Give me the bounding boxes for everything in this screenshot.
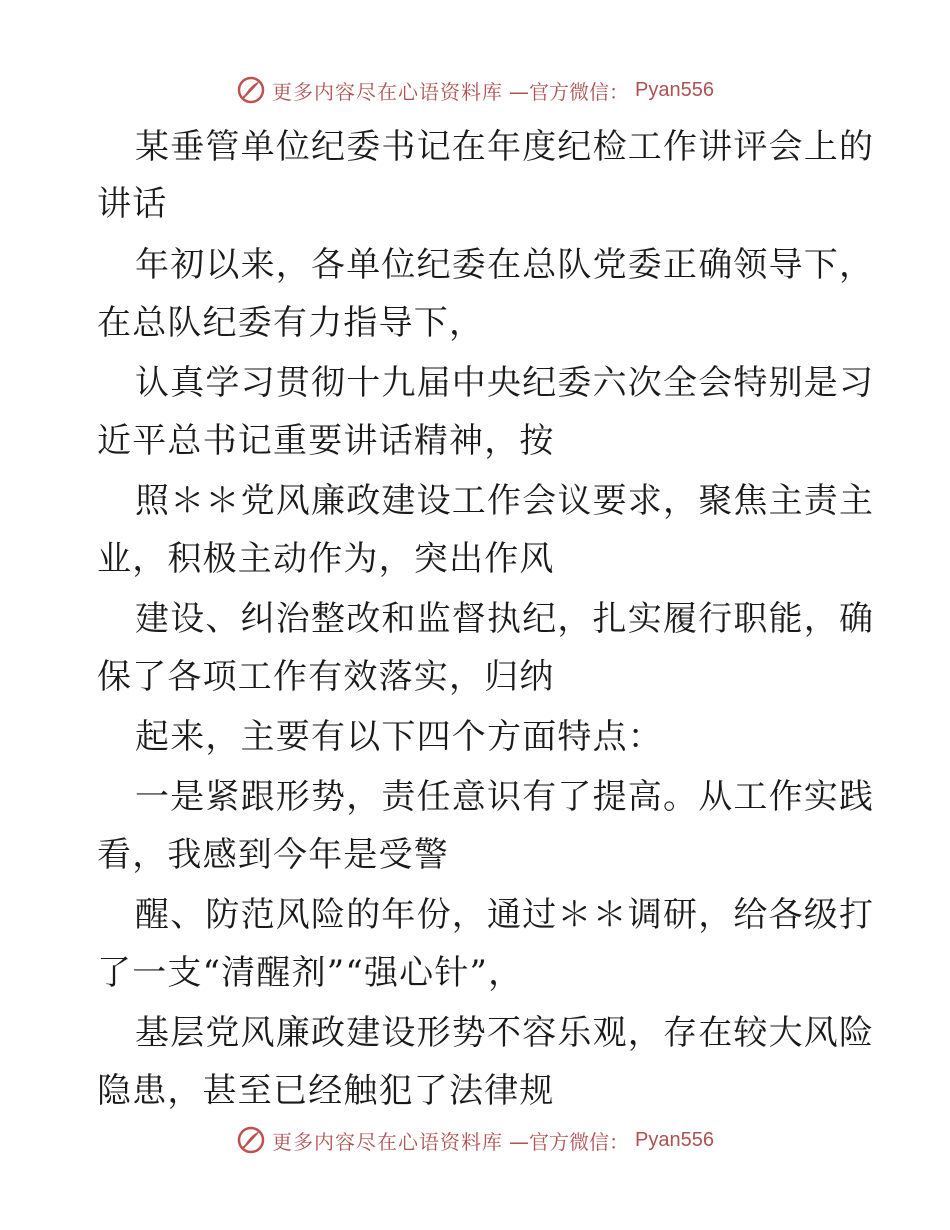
title-line-2: 讲话 xyxy=(97,184,168,224)
header-watermark xyxy=(0,70,950,110)
footer-watermark xyxy=(0,1120,950,1160)
watermark-wechat-id: Pyan556 xyxy=(635,78,714,101)
paragraph-line: 认真学习贯彻十九届中央纪委六次全会特别是习 xyxy=(135,363,875,403)
paragraph-line: 业，积极主动作为，突出作风 xyxy=(97,539,555,579)
paragraph-line: 近平总书记重要讲话精神，按 xyxy=(97,421,555,461)
paragraph-line: 基层党风廉政建设形势不容乐观，存在较大风险 xyxy=(135,1013,875,1053)
watermark-text: 更多内容尽在心语资料库 xyxy=(272,79,504,104)
paragraph-line: 年初以来，各单位纪委在总队党委正确领导下， xyxy=(135,245,875,285)
feather-logo-icon xyxy=(236,75,266,105)
paragraph-line: 在总队纪委有力指导下， xyxy=(97,303,485,343)
watermark-wechat-id: Pyan556 xyxy=(635,1128,714,1151)
watermark-separator: —官方微信： xyxy=(509,79,630,104)
paragraph-line: 一是紧跟形势，责任意识有了提高。从工作实践 xyxy=(135,777,875,817)
watermark-separator: —官方微信： xyxy=(509,1129,630,1154)
paragraph-line: 看，我感到今年是受警 xyxy=(97,835,449,875)
paragraph-line: 醒、防范风险的年份，通过＊＊调研，给各级打 xyxy=(135,895,875,935)
paragraph-line: 了一支“清醒剂”“强心针”， xyxy=(97,953,524,993)
paragraph-line: 建设、纠治整改和监督执纪，扎实履行职能，确 xyxy=(135,599,875,639)
title-line-1: 某垂管单位纪委书记在年度纪检工作讲评会上的 xyxy=(135,127,875,167)
paragraph-line: 照＊＊党风廉政建设工作会议要求，聚焦主责主 xyxy=(135,481,875,521)
paragraph-line: 隐患，甚至已经触犯了法律规 xyxy=(97,1071,555,1111)
feather-logo-icon xyxy=(236,1125,266,1155)
watermark-text: 更多内容尽在心语资料库 xyxy=(272,1129,504,1154)
paragraph-line: 起来，主要有以下四个方面特点： xyxy=(135,717,663,757)
paragraph-line: 保了各项工作有效落实，归纳 xyxy=(97,657,555,697)
